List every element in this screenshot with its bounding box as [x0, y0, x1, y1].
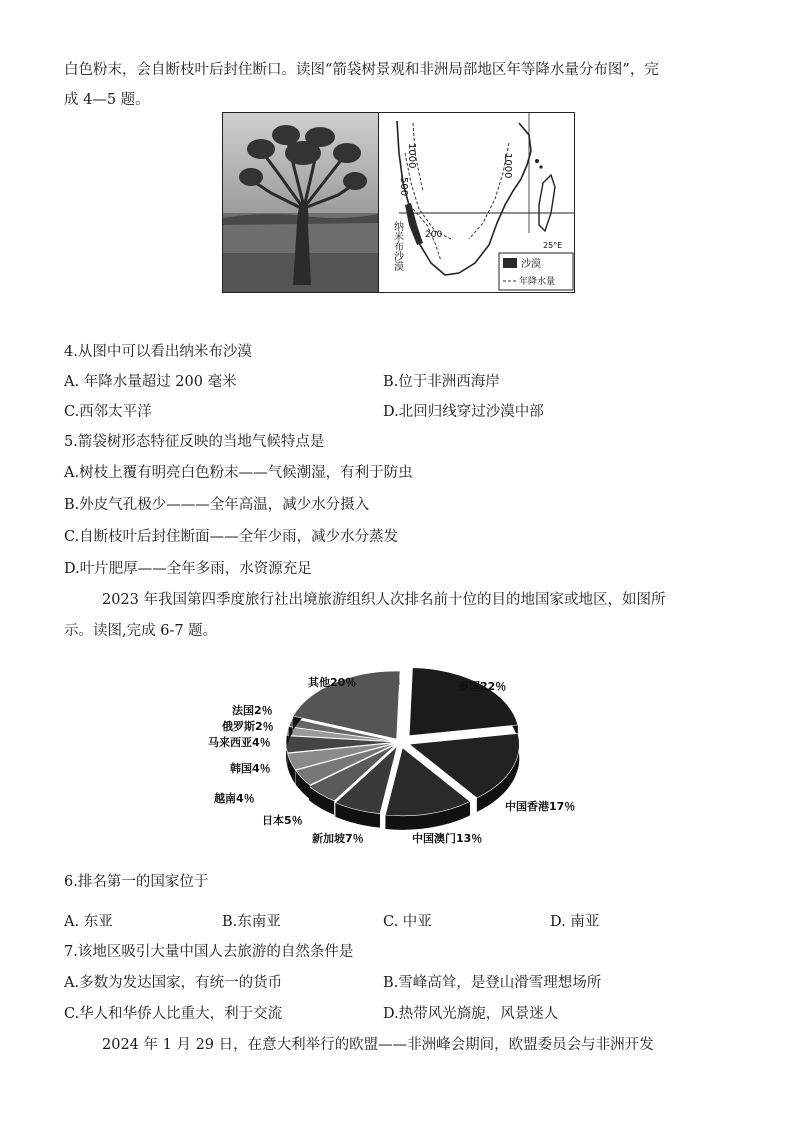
quiver-tree-photo	[223, 113, 378, 292]
q4-option-a[interactable]: A. 年降水量超过 200 毫米	[64, 374, 237, 390]
pie-label: 中国澳门13％	[412, 832, 483, 845]
pie-label: 越南4％	[214, 792, 255, 805]
pie-label: 泰国22％	[458, 680, 507, 693]
q7-option-c[interactable]: C.华人和华侨人比重大，利于交流	[64, 1006, 283, 1022]
q6-option-a[interactable]: A. 东亚	[64, 914, 113, 930]
q5-option-d[interactable]: D.叶片肥厚——全年多雨，水资源充足	[64, 561, 312, 577]
q7-stem: 7.该地区吸引大量中国人去旅游的自然条件是	[64, 944, 354, 960]
q7-option-d[interactable]: D.热带风光旖旎，风景迷人	[383, 1006, 559, 1022]
legend-desert-swatch	[503, 258, 517, 268]
q6-option-b[interactable]: B.东南亚	[222, 914, 281, 930]
q5-option-c[interactable]: C.自断枝叶后封住断面——全年少雨，减少水分蒸发	[64, 529, 399, 545]
legend-isohyet-label: 年降水量	[519, 277, 556, 287]
q5-stem: 5.箭袋树形态特征反映的当地气候特点是	[64, 434, 325, 450]
map-legend	[499, 253, 573, 290]
q6-stem: 6.排名第一的国家位于	[64, 874, 209, 890]
q6-option-d[interactable]: D. 南亚	[550, 914, 600, 930]
q6-option-c[interactable]: C. 中亚	[383, 914, 432, 930]
intro-line-2: 成 4—5 题。	[64, 92, 150, 108]
legend-desert-label: 沙漠	[521, 259, 541, 270]
q4-stem: 4.从图中可以看出纳米布沙漠	[64, 344, 252, 360]
intro2-line-1: 2023 年我国第四季度旅行社出境旅游组织人次排名前十位的目的地国家或地区，如图所	[102, 592, 666, 608]
intro2-line-2: 示。读图,完成 6-7 题。	[64, 623, 218, 639]
intro-line-1: 白色粉末，会自断枝叶后封住断口。读图“箭袋树景观和非洲局部地区年等降水量分布图”，完	[64, 62, 659, 78]
pie-label: 日本5％	[262, 814, 303, 827]
q5-option-a[interactable]: A.树枝上覆有明亮白色粉末——气候潮湿，有利于防虫	[64, 465, 413, 481]
pie-svg	[200, 660, 600, 850]
q4-option-d[interactable]: D.北回归线穿过沙漠中部	[383, 404, 544, 420]
q7-option-a[interactable]: A.多数为发达国家，有统一的货币	[64, 975, 283, 991]
pie-label: 中国香港17％	[505, 800, 576, 813]
pie-label: 法国2％	[232, 704, 273, 717]
pie-label: 马来西亚4％	[208, 736, 271, 749]
label-corner: 25°E	[543, 241, 563, 250]
label-1000-left: 1000	[406, 143, 417, 169]
q4-option-b[interactable]: B.位于非洲西海岸	[383, 374, 500, 390]
pie-label: 新加坡7％	[312, 832, 364, 845]
tourism-pie-chart	[200, 660, 600, 850]
pie-label: 其他20％	[308, 676, 357, 689]
label-1000-right: 1000	[502, 153, 513, 179]
q4-option-c[interactable]: C.西邻太平洋	[64, 404, 152, 420]
pie-label: 韩国4％	[230, 762, 271, 775]
namib-label: 纳米布沙漠	[391, 221, 403, 271]
label-500: 500	[398, 177, 409, 197]
label-200: 200	[425, 230, 443, 240]
africa-isohyet-map	[378, 113, 575, 292]
intro3-line-1: 2024 年 1 月 29 日，在意大利举行的欧盟——非洲峰会期间，欧盟委员会与非洲开发	[102, 1037, 654, 1053]
q5-option-b[interactable]: B.外皮气孔极少———全年高温，减少水分摄入	[64, 497, 370, 513]
q7-option-b[interactable]: B.雪峰高耸，是登山滑雪理想场所	[383, 975, 602, 991]
quiver-tree-figure	[222, 112, 575, 293]
pie-label: 俄罗斯2％	[222, 720, 274, 733]
